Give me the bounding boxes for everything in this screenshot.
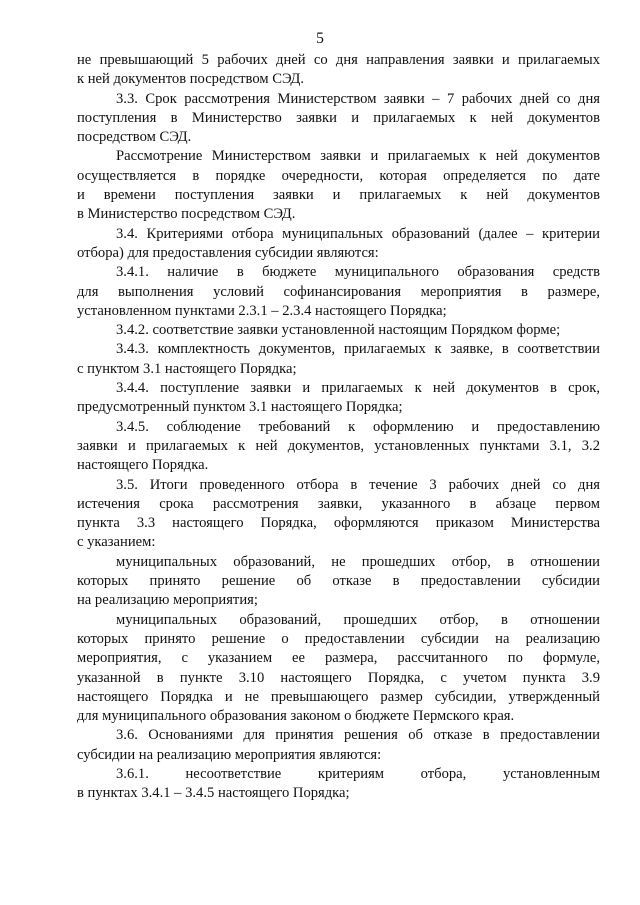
text-line: для муниципального образования законом о бюджете Пермского края. — [77, 708, 515, 725]
text-line: и времени поступления заявки и прилагаемых к ней документов — [77, 187, 600, 204]
text-line: для выполнения условий софинансирования мероприятия в размере, — [77, 283, 600, 300]
text-line: муниципальных образований, не прошедших отбор, в отношении — [116, 553, 600, 570]
paragraph — [77, 147, 600, 224]
text-line: Рассмотрение Министерством заявки и прилагаемых к ней документов — [116, 148, 600, 165]
paragraph — [77, 51, 600, 90]
text-line: муниципальных образований, прошедших отбор, в отношении — [116, 611, 600, 628]
text-line: осуществляется в порядке очередности, которая определяется по дате — [77, 167, 600, 184]
text-line: предусмотренный пунктом 3.1 настоящего Порядка; — [77, 399, 403, 416]
paragraph — [77, 90, 600, 148]
text-line: на реализацию мероприятия; — [77, 592, 258, 609]
text-line: с пунктом 3.1 настоящего Порядка; — [77, 360, 297, 377]
paragraph — [77, 553, 600, 611]
text-line: к ней документов посредством СЭД. — [77, 71, 304, 88]
text-line: которых принято решение о предоставлении субсидии на реализацию — [77, 630, 600, 647]
text-line: 3.6. Основаниями для принятия решения об отказе в предоставлении — [116, 727, 600, 744]
paragraph — [77, 321, 600, 340]
text-line: не превышающий 5 рабочих дней со дня направления заявки и прилагаемых — [77, 52, 600, 68]
text-line: пункта 3.3 настоящего Порядка, оформляются приказом Министерства — [77, 515, 600, 532]
paragraph — [77, 611, 600, 727]
text-line: 3.4.2. соответствие заявки установленной настоящим Порядком форме; — [116, 322, 561, 339]
text-line: 3.4.1. наличие в бюджете муниципального образования средств — [116, 264, 600, 281]
text-line: установленном пунктами 2.3.1 – 2.3.4 настоящего Порядка; — [77, 302, 447, 319]
page-number: 5 — [316, 30, 324, 47]
paragraph — [77, 225, 600, 264]
text-line: которых принято решение об отказе в предоставлении субсидии — [77, 573, 600, 590]
text-line: заявки и прилагаемых к ней документов, установленных пунктами 3.1, 3.2 — [77, 437, 600, 454]
text-line: отбора) для предоставления субсидии являются: — [77, 244, 379, 261]
text-line: субсидии на реализацию мероприятия являются: — [77, 746, 382, 763]
text-line: настоящего Порядка и не превышающего размер субсидии, утвержденный — [77, 688, 600, 705]
text-line: с указанием: — [77, 534, 156, 551]
paragraph — [77, 765, 600, 804]
text-line: поступления в Министерство заявки и прилагаемых к ней документов — [77, 109, 600, 126]
text-line: 3.4.4. поступление заявки и прилагаемых к ней документов в срок, — [116, 380, 600, 397]
text-line: 3.5. Итоги проведенного отбора в течение 3 рабочих дней со дня — [116, 476, 600, 493]
text-line: 3.4. Критериями отбора муниципальных образований (далее – критерии — [116, 225, 600, 242]
text-line: посредством СЭД. — [77, 129, 192, 146]
paragraph — [77, 726, 600, 765]
paragraph — [77, 476, 600, 553]
paragraph — [77, 379, 600, 418]
text-line: в Министерство посредством СЭД. — [77, 206, 296, 223]
text-line: указанной в пункте 3.10 настоящего Порядка, с учетом пункта 3.9 — [77, 669, 600, 686]
paragraph — [77, 418, 600, 476]
text-line: мероприятия, с указанием ее размера, рассчитанного по формуле, — [77, 650, 600, 667]
text-line: 3.4.3. комплектность документов, прилагаемых к заявке, в соответствии — [116, 341, 600, 358]
text-line: истечения срока рассмотрения заявки, указанного в абзаце первом — [77, 495, 600, 512]
text-line: 3.6.1. несоответствие критериям отбора, установленным — [116, 765, 600, 782]
paragraph — [77, 263, 600, 321]
text-line: 3.3. Срок рассмотрения Министерством заявки – 7 рабочих дней со дня — [116, 90, 600, 107]
paragraph — [77, 340, 600, 379]
text-line: в пунктах 3.4.1 – 3.4.5 настоящего Порядка; — [77, 785, 350, 802]
text-line: настоящего Порядка. — [77, 457, 209, 474]
text-line: 3.4.5. соблюдение требований к оформлению и предоставлению — [116, 418, 600, 435]
document-body — [77, 51, 600, 804]
